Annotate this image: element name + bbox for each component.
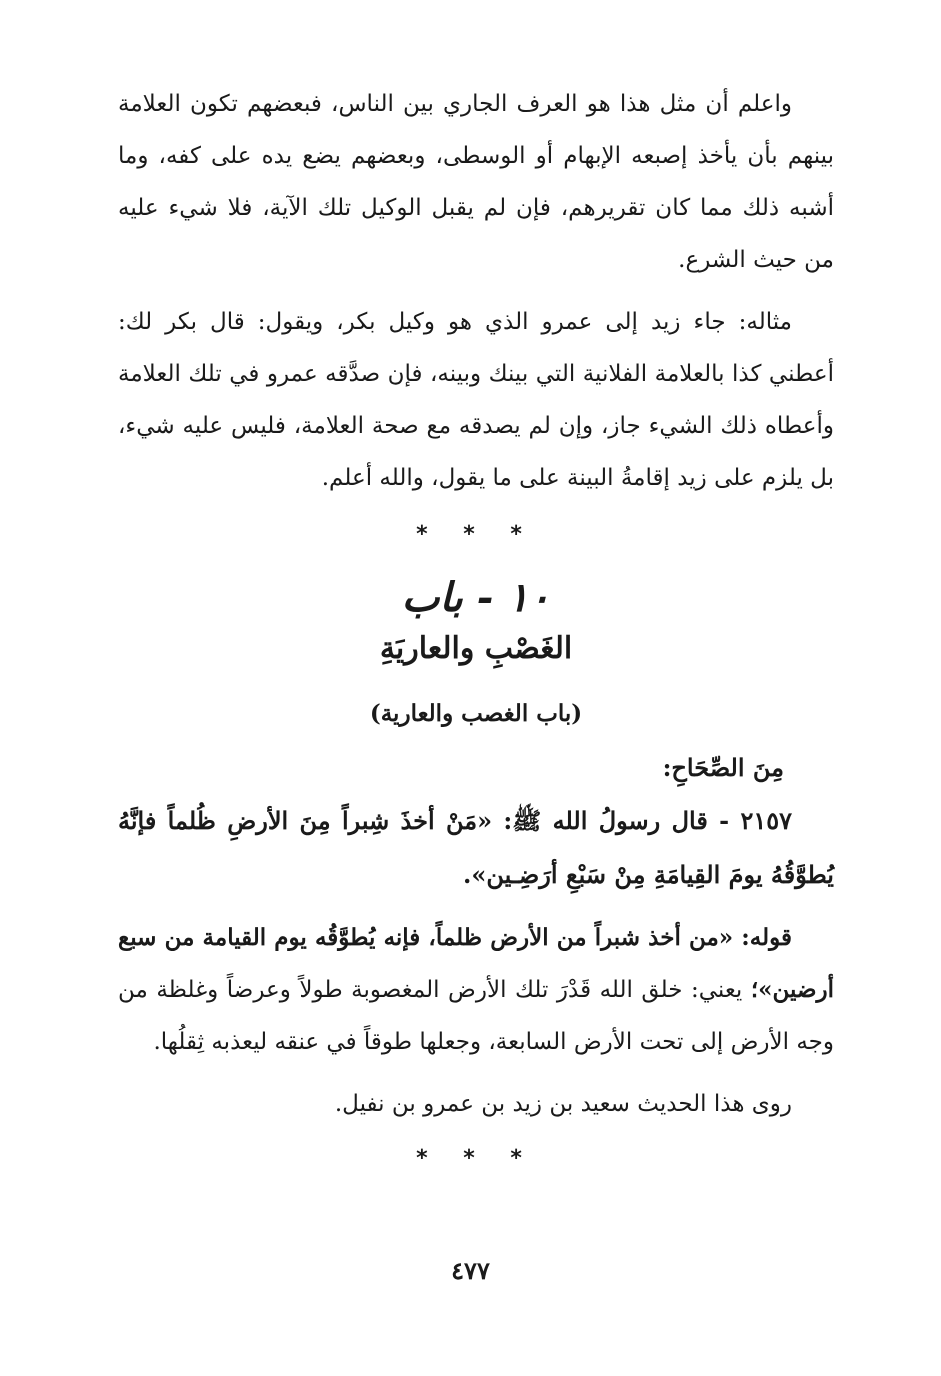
paragraph-example: مثاله: جاء زيد إلى عمرو الذي هو وكيل بكر، ويقول: قال بكر لك: أعطني كذا بالعلامة الفلانية التي بينك وبينه، فإن صدَّقه عمرو في تلك العلامة وأعطاه ذلك الشيء جاز، وإن لم يصدقه مع صحة العلامة، فليس عليه شيء، بل يلزم على زيد إقامةُ البينة على ما يقول، والله أعلم.	[118, 309, 834, 491]
commentary-explanation: يعني: خلق الله قَدْرَ تلك الأرض المغصوبة طولاً وعرضاً وغلظة من وجه الأرض إلى تحت الأرض السابعة، وجعلها طوقاً في عنقه ليعذبه ثِقلُها.	[118, 977, 834, 1055]
page-body	[118, 78, 834, 1174]
hadith-text: ٢١٥٧ - قال رسولُ الله ﷺ: «مَنْ أخذَ شِبراً مِنَ الأرضِ ظُلماً فإنَّهُ يُطوَّقُهُ يومَ القِيامَةِ مِنْ سَبْعِ أرَضِـين».	[118, 806, 834, 889]
page-number: ٤٧٧	[451, 1256, 490, 1285]
commentary-paragraph	[118, 912, 834, 1068]
separator-stars-bottom: * * *	[416, 1146, 536, 1171]
commentary-quote: قوله: «من أخذ شبراً من الأرض ظلماً، فإنه يُطوَّقُه يوم القيامة من سبع أرضين»؛	[118, 924, 834, 1003]
narrator-line: روى هذا الحديث سعيد بن زيد بن عمرو بن نفيل.	[334, 1091, 792, 1117]
section-heading: مِنَ الصِّحَاحِ:	[662, 753, 784, 782]
paragraph-custom: واعلم أن مثل هذا هو العرف الجاري بين الناس، فبعضهم تكون العلامة بينهم بأن يأخذ إصبعه الإبهام أو الوسطى، وبعضهم يضع يده على كفه، وما أشبه ذلك مما كان تقريرهم، فإن لم يقبل الوكيل تلك الآية، فلا شيء عليه من حيث الشرع.	[118, 91, 834, 273]
separator-stars: * * *	[416, 522, 536, 547]
chapter-label: (باب الغصب والعارية)	[369, 700, 583, 727]
chapter-number: ١٠ - باب	[401, 574, 551, 621]
chapter-title: الغَصْبِ والعاريَةِ	[379, 631, 573, 666]
